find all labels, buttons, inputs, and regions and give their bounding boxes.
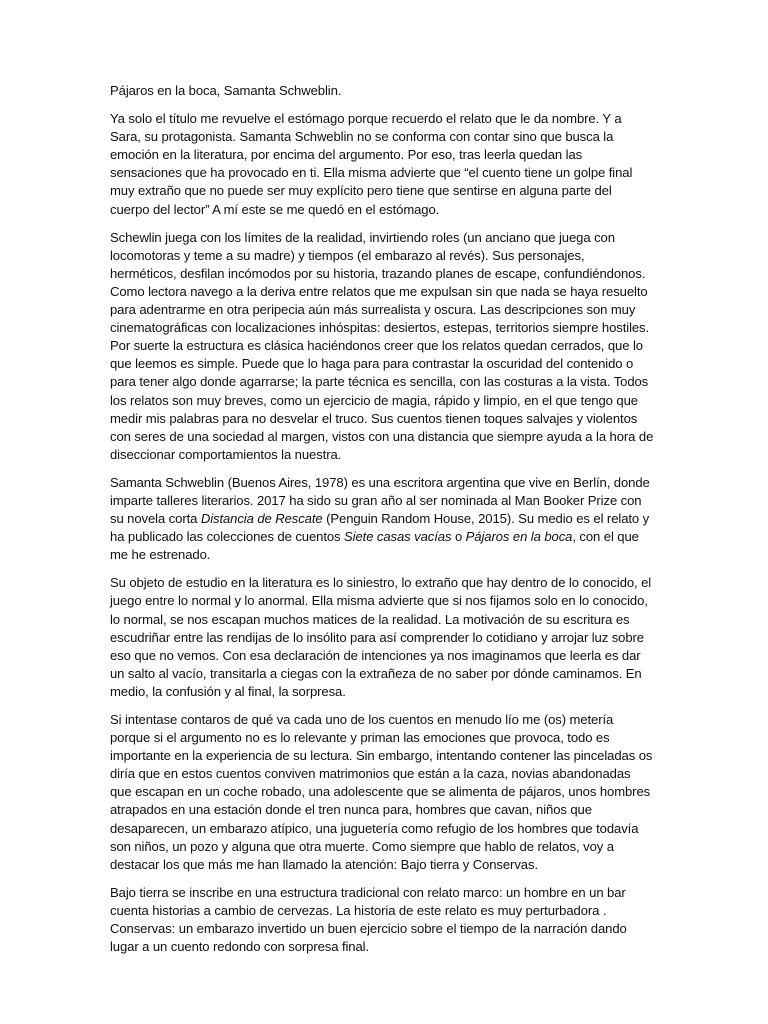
- paragraph-author-bio: [110, 474, 654, 564]
- paragraph-intro: Ya solo el título me revuelve el estómago porque recuerdo el relato que le da nombre. Y a Sara, su protagonista. Samanta Schweblin no se conforma con contar sino que busca la emoción en la literatura, por encima del argumento. Por eso, tras leerla quedan las sensaciones que ha provocado en ti. Ella misma advierte que “el cuento tiene un golpe final muy extraño que no puede ser muy explícito pero tiene que sentirse en alguna parte del cuerpo del lector” A mí este se me quedó en el estómago.: [110, 111, 633, 217]
- bio-text-1: Samanta Schweblin (Buenos Aires, 1978) es una escritora argentina que vive en Berlín, donde imparte talleres literarios. 2017 ha sido su gran año al ser nominada al Man Booker Prize con su novela corta: [110, 474, 650, 527]
- document-page: [110, 82, 654, 966]
- bio-text-2: (Penguin Random House, 2015). Su medio es el relato y ha publicado las colecciones de cuentos: [110, 511, 650, 545]
- book-title-pajaros-en-la-boca: Pájaros en la boca: [465, 529, 573, 545]
- book-title-distancia-de-rescate: Distancia de Rescate: [200, 511, 323, 527]
- paragraph-stories-overview: Si intentase contaros de qué va cada uno de los cuentos en menudo lío me (os) metería porque si el argumento no es lo relevante y priman las emociones que provoca, todo es importante en la experiencia de su lectura. Sin embargo, intentando contener las pinceladas os diría que en estos cuentos conviven matrimonios que están a la caza, novias abandonadas que escapan en un coche robado, una adolescente que se alimenta de pájaros, unos hombres atrapados en una estación donde el tren nunca para, hombres que cavan, niños que desaparecen, un embarazo atípico, una juguetería como refugio de los hombres que todavía son niños, un pozo y alguna que otra muerte. Como siempre que hablo de relatos, voy a destacar los que más me han llamado la atención: Bajo tierra y Conservas.: [110, 712, 653, 872]
- bio-text-3: o: [451, 529, 466, 545]
- paragraph-object-of-study: Su objeto de estudio en la literatura es lo siniestro, lo extraño que hay dentro de lo conocido, el juego entre lo normal y lo anormal. Ella misma advierte que si nos fijamos solo en lo conocido, lo normal, se nos escapan muchos matices de la realidad. La motivación de su escritura es escudriñar entre las rendijas de lo insólito para así comprender lo cotidiano y arrojar luz sobre eso que no vemos. Con esa declaración de intenciones ya nos imaginamos que leerla es dar un salto al vacío, transitarla a ciegas con la extrañeza de no saber por dónde caminamos. En medio, la confusión y al final, la sorpresa.: [110, 575, 652, 699]
- paragraph-highlighted-stories: Bajo tierra se inscribe en una estructura tradicional con relato marco: un hombre en un bar cuenta historias a cambio de cervezas. La historia de este relato es muy perturbadora . Conservas: un embarazo invertido un buen ejercicio sobre el tiempo de la narración dando lugar a un cuento redondo con sorpresa final.: [110, 884, 627, 955]
- paragraph-themes: Schewlin juega con los límites de la realidad, invirtiendo roles (un anciano que juega con locomotoras y teme a su madre) y tiempos (el embarazo al revés). Sus personajes, herméticos, desfilan incómodos por su historia, trazando planes de escape, confundiéndonos. Como lectora navego a la deriva entre relatos que me expulsan sin que nada se haya resuelto para adentrarme en otra peripecia aún más surrealista y oscura. Las descripciones son muy cinematográficas con localizaciones inhóspitas: desiertos, estepas, territorios siempre hostiles. Por suerte la estructura es clásica haciéndonos creer que los relatos quedan cerrados, que lo que leemos es simple. Puede que lo haga para para contrastar la oscuridad del contenido o para tener algo donde agarrarse; la parte técnica es sencilla, con las costuras a la vista. Todos los relatos son muy breves, como un ejercicio de magia, rápido y limpio, en el que tengo que medir mis palabras para no desvelar el truco. Sus cuentos tienen toques salvajes y violentos con seres de una sociedad al margen, vistos con una distancia que siempre ayuda a la hora de diseccionar comportamientos la nuestra.: [110, 229, 654, 462]
- document-title: Pájaros en la boca, Samanta Schweblin.: [110, 83, 342, 98]
- bio-text-4: , con el que me he estrenado.: [110, 529, 639, 563]
- book-title-siete-casas-vacias: Siete casas vacías: [344, 529, 452, 545]
